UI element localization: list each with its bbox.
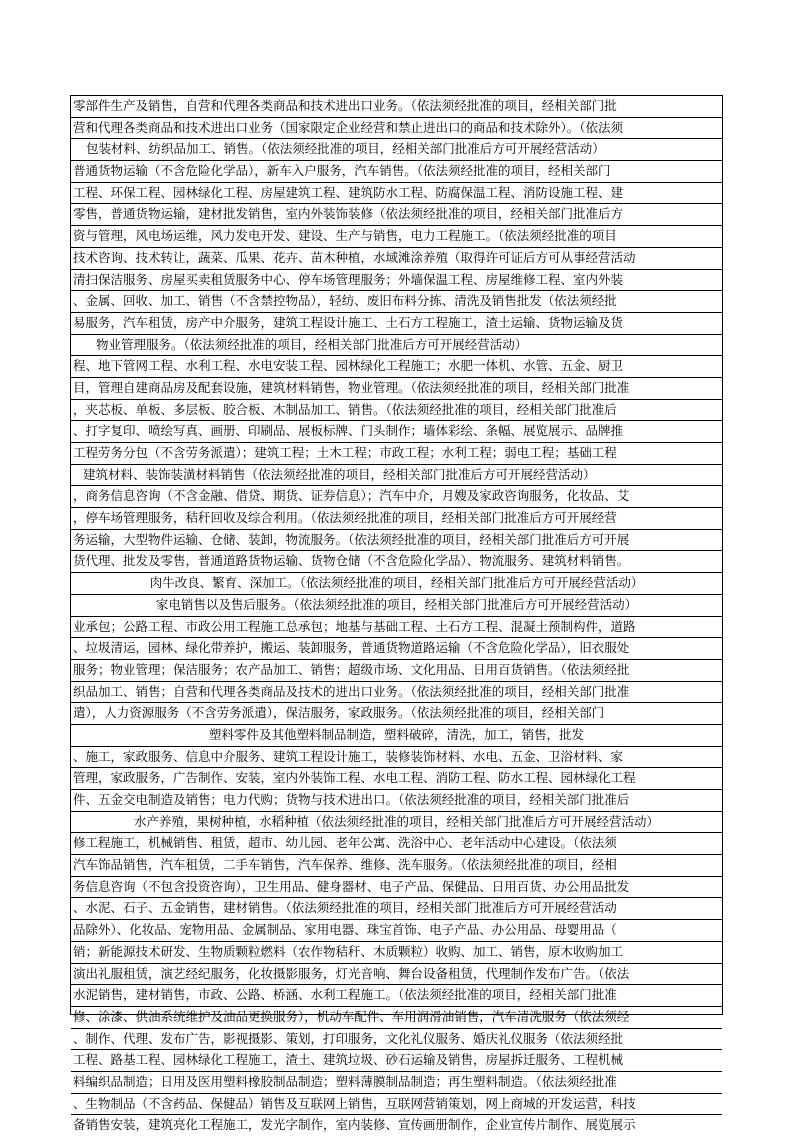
table-row: 遣），人力资源服务（不含劳务派遣），保洁服务，家政服务。（依法须经批准的项目，经相关部门: [71, 703, 722, 725]
table-row: 家电销售以及售后服务。（依法须经批准的项目，经相关部门批准后方可开展经营活动）: [71, 595, 722, 617]
table-row: 、制作、代理、发布广告，影视摄影、策划，打印服务，文化礼仪服务、婚庆礼仪服务（依法须经批: [71, 1029, 722, 1051]
table-row: 工程劳务分包（不含劳务派遣）；建筑工程；土木工程；市政工程；水利工程；弱电工程；基础工程: [71, 443, 722, 465]
table-row: 服务；物业管理；保洁服务；农产品加工、销售；超级市场、文化用品、日用百货销售。（依法须经批: [71, 660, 722, 682]
table-row: 、水泥、石子、五金销售，建材销售。（依法须经批准的项目，经相关部门批准后方可开展经营活动: [71, 898, 722, 920]
table-row: 、施工，家政服务、信息中介服务、建筑工程设计施工，装修装饰材料、水电、五金、卫浴材料、家: [71, 747, 722, 769]
table-row: 肉牛改良、繁育、深加工。（依法须经批准的项目，经相关部门批准后方可开展经营活动）: [71, 573, 722, 595]
table-row: 零部件生产及销售，自营和代理各类商品和技术进出口业务。（依法须经批准的项目，经相关部门批: [71, 96, 722, 118]
table-row: 工程、路基工程、园林绿化工程施工，渣土、建筑垃圾、砂石运输及销售，房屋拆迁服务、工程机械: [71, 1050, 722, 1072]
table-row: 物业管理服务。（依法须经批准的项目，经相关部门批准后方可开展经营活动）: [71, 335, 722, 357]
table-row: 营和代理各类商品和技术进出口业务（国家限定企业经营和禁止进出口的商品和技术除外）。（依法须: [71, 118, 722, 140]
table-row: 资与管理，风电场运维，风力发电开发、建设、生产与销售，电力工程施工。（依法须经批准的项目: [71, 226, 722, 248]
table-row: 、打字复印、喷绘写真、画册、印刷品、展板标牌、门头制作；墙体彩绘、条幅、展览展示、品牌推: [71, 421, 722, 443]
table-row: 普通货物运输（不含危险化学品），新车入户服务，汽车销售。（依法须经批准的项目，经相关部门: [71, 161, 722, 183]
table-row: 汽车饰品销售，汽车租赁，二手车销售，汽车保养、维修、洗车服务。（依法须经批准的项目，经相: [71, 855, 722, 877]
table-row: 清扫保洁服务、房屋买卖租赁服务中心、停车场管理服务；外墙保温工程、房屋维修工程、室内外装: [71, 270, 722, 292]
table-row: 修、涂漆、供油系统维护及油品更换服务），机动车配件、车用润滑油销售，汽车清洗服务（依法须经: [71, 1007, 722, 1029]
table-row: 务运输，大型物件运输、仓储、装卸，物流服务。（依法须经批准的项目，经相关部门批准后方可开展: [71, 530, 722, 552]
table-row: 技术咨询、技术转让，蔬菜、瓜果、花卉、苗木种植，水域滩涂养殖（取得许可证后方可从事经营活动: [71, 248, 722, 270]
table-row: 管理，家政服务，广告制作、安装，室内外装饰工程、水电工程、消防工程、防水工程、园林绿化工程: [71, 768, 722, 790]
table-row: 工程、环保工程、园林绿化工程、房屋建筑工程、建筑防水工程、防腐保温工程、消防设施工程、建: [71, 183, 722, 205]
table-row: 备销售安装，建筑亮化工程施工，发光字制作，室内装修、宣传画册制作，企业宣传片制作、展览展示: [73, 1117, 636, 1133]
table-row: 销；新能源技术研发、生物质颗粒燃料（农作物秸秆、木质颗粒）收购、加工、销售，原木收购加工: [71, 942, 722, 964]
table-row: 水泥销售，建材销售，市政、公路、桥涵、水利工程施工。（依法须经批准的项目，经相关部门批准: [71, 985, 722, 1007]
table-row: 货代理、批发及零售，普通道路货物运输、货物仓储（不含危险化学品）、物流服务、建筑材料销售。: [71, 551, 722, 573]
table-row: 建筑材料、装饰装潢材料销售（依法须经批准的项目，经相关部门批准后方可开展经营活动）: [71, 465, 722, 487]
table-row: 水产养殖，果树种植，水稻种植（依法须经批准的项目，经相关部门批准后方可开展经营活动）: [71, 812, 722, 834]
table-row: 、金属、回收、加工、销售（不含禁控物品），轻纺、废旧布料分拣、清洗及销售批发（依法须经批: [71, 291, 722, 313]
business-scope-table: [70, 95, 723, 1133]
table-row: ，停车场管理服务，秸秆回收及综合利用。（依法须经批准的项目，经相关部门批准后方可开展经营: [71, 508, 722, 530]
table-row: 零售，普通货物运输，建材批发销售，室内外装饰装修（依法须经批准的项目，经相关部门批准后方: [71, 204, 722, 226]
table-row: 务信息咨询（不包含投资咨询），卫生用品、健身器材、电子产品、保健品、日用百货、办公用品批发: [71, 877, 722, 899]
table-row: 织品加工、销售；自营和代理各类商品及技术的进出口业务。（依法须经批准的项目，经相关部门批准: [71, 682, 722, 704]
table-row: 业承包；公路工程、市政公用工程施工总承包；地基与基础工程、土石方工程、混凝土预制构件，道路: [71, 617, 722, 639]
table-row: 件、五金交电制造及销售；电力代购；货物与技术进出口。（依法须经批准的项目，经相关部门批准后: [71, 790, 722, 812]
table-row: 塑料零件及其他塑料制品制造，塑料破碎，清洗，加工，销售，批发: [71, 725, 722, 747]
table-row: 演出礼服租赁，演艺经纪服务，化妆摄影服务，灯光音响、舞台设备租赁，代理制作发布广告。（依法: [71, 964, 722, 986]
table-row: ，夹芯板、单板、多层板、胶合板、木制品加工、销售。（依法须经批准的项目，经相关部门批准后: [71, 400, 722, 422]
table-row: 、垃圾清运，园林、绿化带养护，搬运、装卸服务，普通货物道路运输（不含危险化学品），旧衣服处: [71, 638, 722, 660]
table-row: 程、地下管网工程、水利工程、水电安装工程、园林绿化工程施工；水肥一体机、水管、五金、厨卫: [71, 356, 722, 378]
table-row: 修工程施工，机械销售、租赁，超市、幼儿园、老年公寓、洗浴中心、老年活动中心建设。（依法须: [71, 833, 722, 855]
table-row: 品除外）、化妆品、宠物用品、金属制品、家用电器、珠宝首饰、电子产品、办公用品、母婴用品（: [71, 920, 722, 942]
table-row: ，商务信息咨询（不含金融、借贷、期货、证券信息）；汽车中介，月嫂及家政咨询服务，化妆品、艾: [71, 486, 722, 508]
table-row: 易服务，汽车租赁，房产中介服务，建筑工程设计施工、土石方工程施工，渣土运输、货物运输及货: [71, 313, 722, 335]
table-row: 、生物制品（不含药品、保健品）销售及互联网上销售，互联网营销策划，网上商城的开发运营，科技: [71, 1094, 722, 1116]
table-row: 包装材料、纺织品加工、销售。（依法须经批准的项目，经相关部门批准后方可开展经营活动）: [71, 139, 722, 161]
table-row: 料编织品制造；日用及医用塑料橡胶制品制造；塑料薄膜制品制造；再生塑料制造。（依法须经批准: [71, 1072, 722, 1094]
table-row: 目，管理自建商品房及配套设施，建筑材料销售，物业管理。（依法须经批准的项目，经相关部门批准: [71, 378, 722, 400]
